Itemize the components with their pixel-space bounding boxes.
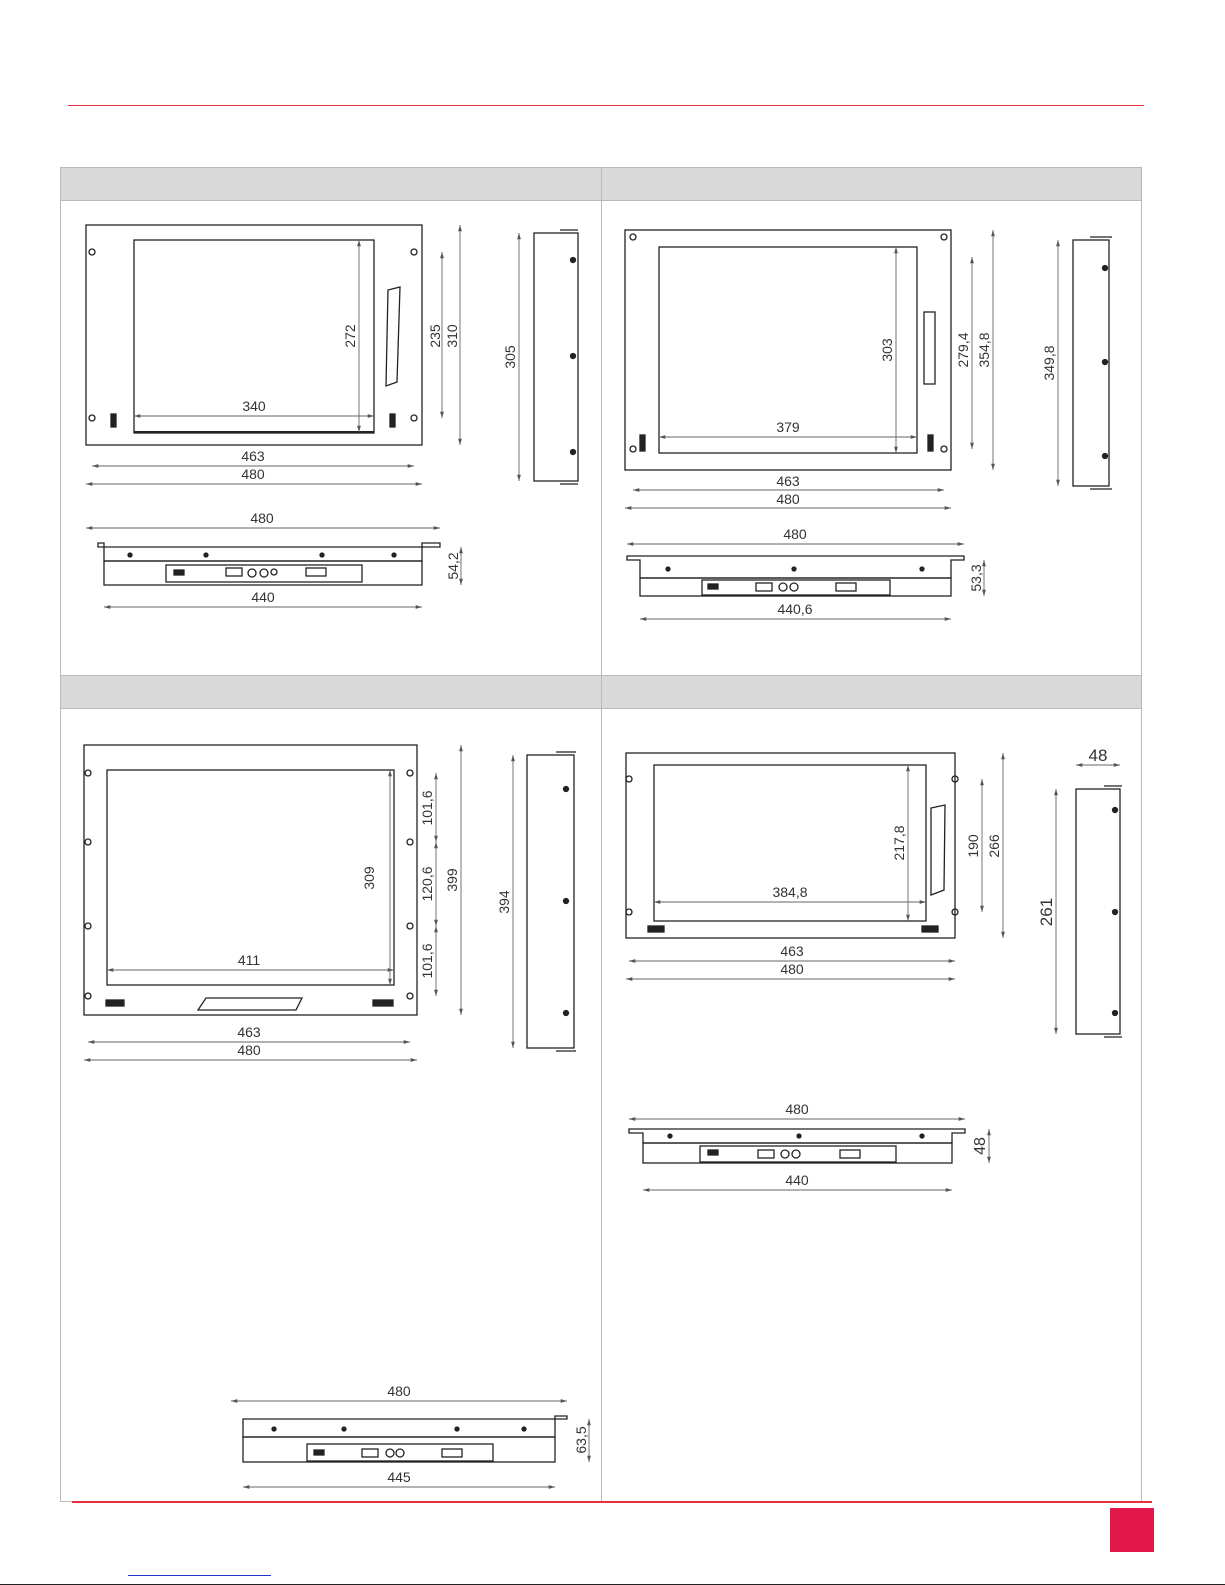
- p2-bottom-top-width: 480: [783, 526, 807, 542]
- p3-segment-top: 101,6: [419, 790, 435, 826]
- p2-bottom-width: 440,6: [777, 601, 813, 617]
- p2-bottom-height: 53,3: [968, 564, 984, 592]
- p4-bottom-top-width: 480: [785, 1101, 809, 1117]
- p1-bottom-width: 440: [251, 589, 275, 605]
- p2-total-height: 354,8: [976, 332, 992, 368]
- p3-side-height: 394: [496, 890, 512, 914]
- panel-1-bottom-view: [98, 543, 440, 585]
- p1-inner-width: 463: [241, 448, 265, 464]
- p4-side-height: 261: [1037, 897, 1056, 927]
- p2-screen-height: 303: [879, 338, 895, 362]
- p2-outer-width: 480: [776, 491, 800, 507]
- p1-bottom-top-width: 480: [250, 510, 274, 526]
- p4-inner-width: 463: [780, 943, 804, 959]
- p4-bottom-height: 48: [972, 1137, 989, 1155]
- p1-total-height: 310: [444, 324, 460, 348]
- footer-link-underline[interactable]: [128, 1575, 271, 1576]
- panel-3-bottom-view: [243, 1416, 567, 1462]
- panel-1-side-view: [534, 230, 578, 484]
- p2-screen-width: 379: [776, 419, 800, 435]
- p2-mount-height: 279,4: [955, 332, 971, 368]
- p3-screen-height: 309: [361, 866, 377, 890]
- p3-segment-bottom: 101,6: [419, 943, 435, 979]
- p1-outer-width: 480: [241, 466, 265, 482]
- p3-bottom-top-width: 480: [387, 1383, 411, 1399]
- panel-4-bottom-view: [629, 1129, 965, 1163]
- p2-inner-width: 463: [776, 473, 800, 489]
- p1-screen-width: 340: [242, 398, 266, 414]
- page-marker: [1110, 1508, 1154, 1552]
- p4-total-height: 266: [986, 834, 1002, 858]
- p4-outer-width: 480: [780, 961, 804, 977]
- p2-side-height: 349,8: [1041, 345, 1057, 381]
- p3-total-height: 399: [444, 868, 460, 892]
- footer-rule: [72, 1501, 1152, 1503]
- p4-screen-width: 384,8: [772, 884, 808, 900]
- p4-screen-height: 217,8: [891, 825, 907, 861]
- p3-bottom-width: 445: [387, 1469, 411, 1485]
- p3-bottom-height: 63,5: [573, 1426, 589, 1454]
- p4-mount-height: 190: [965, 834, 981, 858]
- panel-3-side-view: [527, 752, 576, 1051]
- p3-screen-width: 411: [237, 952, 261, 968]
- p4-bottom-width: 440: [785, 1172, 809, 1188]
- p4-side-depth: 48: [1088, 746, 1108, 765]
- panel-2-side-view: [1073, 237, 1112, 489]
- p3-inner-width: 463: [237, 1024, 261, 1040]
- p1-bottom-height: 54,2: [445, 552, 461, 580]
- p3-segment-middle: 120,6: [419, 866, 435, 902]
- p1-screen-height: 272: [342, 324, 358, 348]
- panel-4-side-view: [1076, 786, 1122, 1037]
- p3-outer-width: 480: [237, 1042, 261, 1058]
- panel-2-bottom-view: [627, 556, 964, 596]
- p1-mount-height: 235: [427, 324, 443, 348]
- p1-side-height: 305: [502, 345, 518, 369]
